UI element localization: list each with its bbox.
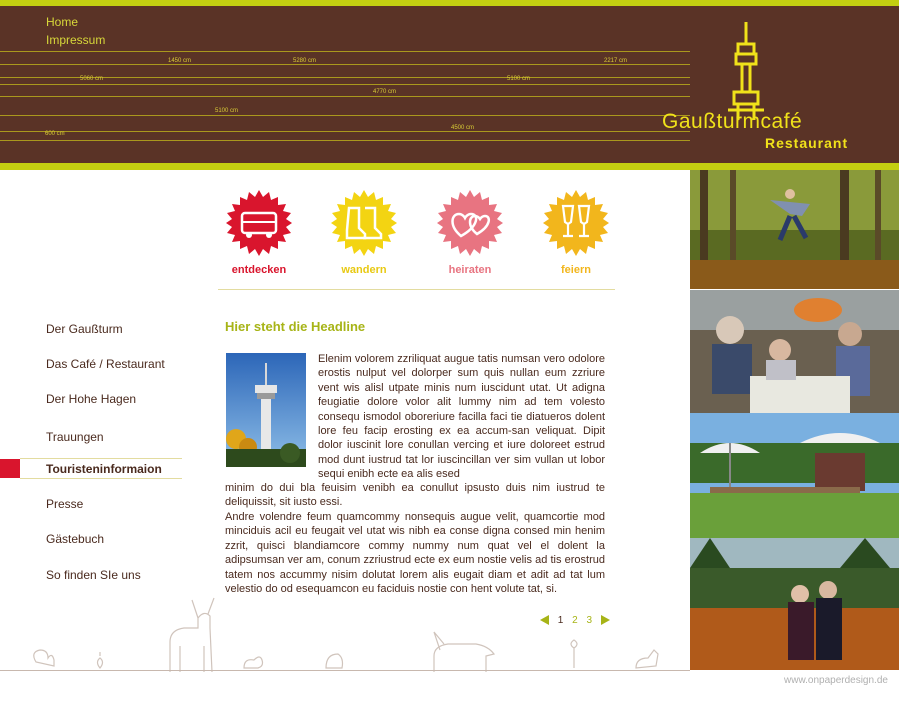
measurement-label: 5100 cm bbox=[507, 76, 531, 82]
badge-feiern[interactable] bbox=[540, 190, 612, 276]
content-headline: Hier steht die Headline bbox=[225, 319, 366, 334]
hearts-icon bbox=[437, 190, 503, 256]
bus-icon bbox=[226, 190, 292, 256]
badge-wandern[interactable] bbox=[328, 190, 400, 276]
hiking-boots-icon bbox=[331, 190, 397, 256]
ground-line bbox=[0, 670, 690, 671]
active-indicator bbox=[0, 459, 20, 478]
header bbox=[0, 0, 899, 170]
photo-cafe-image bbox=[690, 290, 899, 413]
content-paragraph: Andre volendre feum quamcommy nonsequis augue velit, quamcortie mod minciduis acil eu feugait vel utat wis nibh ea conse digna consed min henim zzrit, quisci blandiamcore commy nummy num quat vel el dolent la adipsumsan ver am, conum zzriustrud ecte ex eum nostie velis ad tis erostrud tatem nos accummy nisim dolutat lorem alis eugait diam et adit ad tat lum velestio do od esequamcon eu faciduis nostie con hent volute tat, si. bbox=[225, 511, 605, 596]
measurement-label: 5060 cm bbox=[80, 76, 104, 82]
header-bottom-stripe bbox=[0, 163, 899, 170]
badge-entdecken[interactable] bbox=[223, 190, 295, 276]
badge-divider bbox=[218, 289, 615, 290]
badge-label: heiraten bbox=[448, 264, 492, 276]
nav-home-link[interactable]: Home bbox=[46, 15, 79, 29]
sidebar-item-cafe-restaurant[interactable]: Das Café / Restaurant bbox=[46, 357, 165, 371]
champagne-glasses-icon bbox=[543, 190, 609, 256]
page-link[interactable]: 2 bbox=[572, 615, 578, 626]
sidebar-item-gaestebuch[interactable]: Gästebuch bbox=[46, 532, 105, 546]
active-divider bbox=[20, 458, 182, 459]
badge-label: feiern bbox=[561, 264, 591, 276]
photo-couple bbox=[690, 538, 899, 670]
photo-forest-image bbox=[690, 170, 899, 289]
measure-line bbox=[0, 140, 690, 141]
nav-impressum-link[interactable]: Impressum bbox=[46, 33, 106, 47]
badge-label: wandern bbox=[341, 264, 387, 276]
sidebar-item-trauungen[interactable]: Trauungen bbox=[46, 430, 104, 444]
page-link[interactable]: 3 bbox=[586, 615, 593, 626]
badge-heiraten[interactable] bbox=[434, 190, 506, 276]
sidebar-item-gaussturm[interactable]: Der Gaußturm bbox=[46, 322, 123, 336]
measure-line bbox=[0, 115, 690, 116]
content-paragraph: minim do dui bla feuisim venibh ea conullut ipsusto duis nim iustrud te deliquissit, sit iusto essi. bbox=[225, 482, 605, 509]
logo-subtitle: Restaurant bbox=[765, 135, 849, 151]
measurement-label: 5100 cm bbox=[215, 108, 239, 114]
measurement-label: 4500 cm bbox=[451, 125, 475, 131]
animal-silhouettes bbox=[0, 590, 690, 672]
measurement-label: 5280 cm bbox=[293, 58, 317, 64]
page-link[interactable]: 1 bbox=[557, 615, 564, 626]
photo-cafe-guests bbox=[690, 290, 899, 413]
measurement-label: 600 cm bbox=[45, 131, 65, 137]
tower-icon bbox=[724, 20, 784, 120]
photo-forest-jump bbox=[690, 170, 899, 289]
header-top-stripe bbox=[0, 0, 899, 6]
photo-beer-garden bbox=[690, 413, 899, 538]
sidebar-item-touristeninformation[interactable]: Touristeninformaion bbox=[46, 462, 162, 476]
measure-line bbox=[0, 131, 690, 132]
measure-line bbox=[0, 77, 690, 78]
photo-garden-image bbox=[690, 413, 899, 538]
footer-credit: www.onpaperdesign.de bbox=[784, 675, 888, 686]
measure-line bbox=[0, 84, 690, 85]
measurement-label: 4770 cm bbox=[373, 89, 397, 95]
measure-line bbox=[0, 64, 690, 65]
tower-photo-image bbox=[226, 353, 306, 467]
sidebar-item-anfahrt[interactable]: So finden SIe uns bbox=[46, 568, 141, 582]
badge-label: entdecken bbox=[231, 264, 287, 276]
tower-photo bbox=[226, 353, 306, 467]
measurement-label: 1450 cm bbox=[168, 58, 192, 64]
measure-line bbox=[0, 96, 690, 97]
sidebar-item-hohe-hagen[interactable]: Der Hohe Hagen bbox=[46, 392, 137, 406]
measurement-label: 2217 cm bbox=[604, 58, 628, 64]
content-paragraph: Elenim volorem zzriliquat augue tatis numsan vero odolore erostis nulput vel dolorper sum quis nullan eum zzriure vent wis alisl utpate minis num iuscidunt utat. Ut adigna feugiatie dolore volor alit lummy nim ad tem volesto consequ ismodol oboreriure facilla faci tie diatueros dolent lore feu facip erosting ex ea accum-san veliquat. Dipit dolor iuscinit lore conullan vercing et iure doloreet estrud mod dunt iustrud tat lor iuscincillan ver sim vullan ut lobor sequi enibh ecte ea alis esed bbox=[318, 353, 605, 481]
photo-couple-image bbox=[690, 538, 899, 670]
measure-line bbox=[0, 51, 690, 52]
sidebar-item-presse[interactable]: Presse bbox=[46, 497, 84, 511]
active-divider bbox=[20, 478, 182, 479]
logo-name: Gaußturmcafé bbox=[662, 110, 803, 133]
